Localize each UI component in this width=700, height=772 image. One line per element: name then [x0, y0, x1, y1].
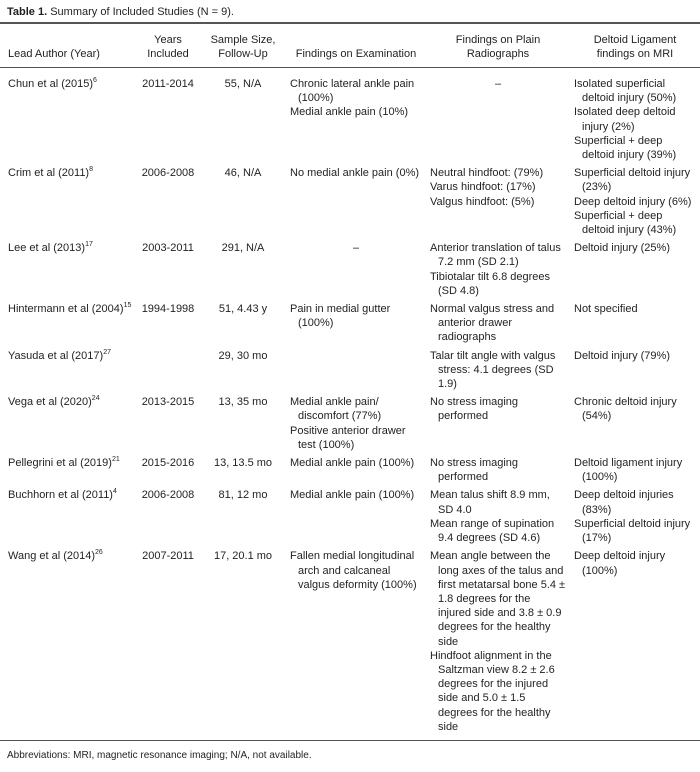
radio-finding: Neutral hindfoot: (79%): [430, 167, 544, 180]
author-cell: [0, 546, 136, 740]
table-caption: [7, 6, 234, 18]
sample-cell: 55, N/A: [224, 78, 262, 90]
author-cell: [0, 238, 136, 299]
mri-cell: [570, 299, 700, 346]
reference-number: 26: [95, 549, 103, 557]
author-name: Yasuda et al (2017): [8, 349, 104, 362]
reference-number: 24: [91, 395, 100, 403]
reference-number: 27: [103, 348, 111, 356]
table-row: [0, 238, 700, 299]
exam-cell: [286, 485, 426, 546]
years-cell: 2011-2014: [142, 78, 194, 90]
years-cell: 2006-2008: [141, 489, 195, 502]
exam-finding: Medial ankle pain (100%): [290, 457, 415, 470]
radio-cell: [426, 485, 570, 546]
mri-cell: [570, 238, 700, 299]
exam-cell: [286, 346, 426, 393]
years-cell: 2003-2011: [142, 242, 194, 255]
radio-cell: [426, 453, 570, 485]
table-row: [0, 163, 700, 238]
exam-cell: [286, 163, 426, 238]
header-mri: Deltoid Ligament findings on MRI: [593, 34, 677, 60]
author-cell: [0, 68, 136, 164]
caption-text: Summary of Included Studies (N = 9).: [50, 6, 234, 18]
radio-cell: [426, 299, 570, 346]
exam-finding: Medial ankle pain (100%): [290, 489, 415, 502]
exam-cell: [286, 546, 426, 740]
radio-finding: Mean range of supination 9.4 degrees (SD 4.6): [430, 517, 555, 545]
author-cell: [0, 392, 136, 453]
exam-cell: [286, 299, 426, 346]
reference-number: 8: [89, 166, 94, 174]
header-years: Years Included: [147, 34, 189, 60]
exam-finding: Chronic lateral ankle pain (100%): [290, 78, 415, 105]
mri-finding: Deep deltoid injury (100%): [574, 550, 666, 577]
years-cell: 2007-2011: [142, 550, 194, 563]
radio-finding: No stress imaging performed: [430, 457, 519, 484]
reference-number: 6: [93, 77, 97, 84]
sample-cell: 29, 30 mo: [218, 349, 268, 362]
table-row: [0, 346, 700, 393]
sample-cell: 51, 4.43 y: [218, 303, 268, 316]
author-name: Lee et al (2013): [8, 242, 86, 255]
exam-cell: [286, 238, 426, 299]
radio-finding: –: [494, 78, 502, 90]
sample-cell: 13, 13.5 mo: [213, 457, 273, 470]
mri-finding: Deep deltoid injuries (83%): [574, 489, 674, 516]
reference-number: 17: [85, 241, 93, 249]
mri-finding: Superficial deltoid injury (17%): [574, 517, 691, 545]
mri-finding: Superficial + deep deltoid injury (39%): [574, 134, 677, 162]
header-author: Lead Author (Year): [8, 48, 100, 60]
exam-finding: Medial ankle pain/ discomfort (77%): [290, 396, 382, 423]
header-radio: Findings on Plain Radiographs: [455, 34, 541, 60]
mri-finding: Isolated superficial deltoid injury (50%): [574, 78, 677, 105]
radio-cell: [426, 238, 570, 299]
mri-finding: Deltoid injury (25%): [574, 242, 670, 255]
sample-cell: 81, 12 mo: [218, 489, 268, 502]
radio-cell: [426, 163, 570, 238]
header-row: [0, 23, 700, 68]
radio-finding: Normal valgus stress and anterior drawer radiographs: [430, 303, 555, 344]
exam-cell: [286, 392, 426, 453]
author-name: Wang et al (2014): [8, 550, 96, 563]
radio-finding: Mean talus shift 8.9 mm, SD 4.0: [430, 489, 550, 516]
exam-finding: No medial ankle pain (0%): [290, 167, 420, 180]
mri-cell: [570, 68, 700, 164]
radio-finding: Mean angle between the long axes of the talus and first metatarsal bone 5.4 ± 1.8 degrees for the injured side and 3.8 ± 0.9 degrees for the healthy side: [430, 550, 566, 648]
author-name: Vega et al (2020): [8, 396, 92, 409]
author-cell: [0, 346, 136, 393]
mri-finding: Chronic deltoid injury (54%): [574, 396, 677, 423]
header-exam: Findings on Examination: [295, 48, 417, 60]
exam-finding: Fallen medial longitudinal arch and calcaneal valgus deformity (100%): [290, 550, 417, 591]
radio-finding: Talar tilt angle with valgus stress: 4.1 degrees (SD 1.9): [430, 349, 556, 391]
author-name: Chun et al (2015): [8, 78, 93, 90]
table-row: [0, 299, 700, 346]
author-cell: [0, 299, 136, 346]
author-name: Pellegrini et al (2019): [8, 457, 112, 470]
author-cell: [0, 453, 136, 485]
reference-number: 15: [123, 302, 132, 310]
author-cell: [0, 485, 136, 546]
author-cell: [0, 163, 136, 238]
exam-cell: [286, 453, 426, 485]
exam-finding: Pain in medial gutter (100%): [290, 303, 391, 330]
mri-finding: Deep deltoid injury (6%): [574, 195, 692, 208]
sample-cell: 291, N/A: [221, 242, 265, 255]
mri-finding: Not specified: [574, 303, 638, 316]
years-cell: [136, 346, 200, 393]
mri-cell: [570, 546, 700, 740]
table-row: [0, 453, 700, 485]
reference-number: 21: [111, 456, 120, 464]
exam-cell: [286, 68, 426, 164]
mri-cell: [570, 346, 700, 393]
mri-cell: [570, 163, 700, 238]
radio-finding: Anterior translation of talus 7.2 mm (SD 2.1): [430, 242, 561, 269]
author-name: Crim et al (2011): [8, 167, 90, 180]
footnote: Abbreviations: MRI, magnetic resonance imaging; N/A, not available.: [7, 750, 312, 761]
radio-finding: Varus hindfoot: (17%): [430, 181, 536, 194]
exam-finding: Medial ankle pain (10%): [290, 106, 409, 119]
radio-cell: [426, 546, 570, 740]
sample-cell: 46, N/A: [224, 167, 262, 180]
reference-number: 4: [112, 488, 117, 496]
table-row: [0, 392, 700, 453]
years-cell: 1994-1998: [141, 303, 195, 316]
radio-finding: Valgus hindfoot: (5%): [430, 195, 535, 208]
caption-label: Table 1.: [7, 6, 48, 18]
years-cell: 2006-2008: [141, 167, 195, 180]
mri-finding: Deltoid ligament injury (100%): [574, 457, 683, 484]
mri-cell: [570, 453, 700, 485]
years-cell: 2015-2016: [141, 457, 195, 470]
sample-cell: 13, 35 mo: [218, 396, 268, 409]
mri-finding: Isolated deep deltoid injury (2%): [574, 106, 676, 133]
radio-finding: Hindfoot alignment in the Saltzman view 8.2 ± 2.6 degrees for the injured side and 5.0 ± 1.5 degrees for the healthy side: [430, 649, 555, 733]
author-name: Buchhorn et al (2011): [8, 489, 113, 502]
mri-cell: [570, 392, 700, 453]
mri-finding: Superficial + deep deltoid injury (43%): [574, 209, 677, 237]
table-row: [0, 68, 700, 164]
radio-finding: Tibiotalar tilt 6.8 degrees (SD 4.8): [430, 270, 551, 297]
sample-cell: 17, 20.1 mo: [213, 550, 273, 563]
author-name: Hintermann et al (2004): [8, 303, 124, 316]
years-cell: 2013-2015: [141, 396, 195, 409]
table-row: [0, 546, 700, 740]
mri-cell: [570, 485, 700, 546]
mri-finding: Deltoid injury (79%): [574, 349, 670, 362]
exam-finding: Positive anterior drawer test (100%): [290, 424, 406, 451]
radio-finding: No stress imaging performed: [430, 396, 519, 423]
radio-cell: [426, 68, 570, 164]
radio-cell: [426, 392, 570, 453]
mri-finding: Superficial deltoid injury (23%): [574, 167, 691, 194]
studies-table: [0, 22, 700, 741]
table-row: [0, 485, 700, 546]
exam-finding: –: [352, 242, 360, 255]
radio-cell: [426, 346, 570, 393]
header-sample: Sample Size, Follow-Up: [210, 34, 276, 60]
